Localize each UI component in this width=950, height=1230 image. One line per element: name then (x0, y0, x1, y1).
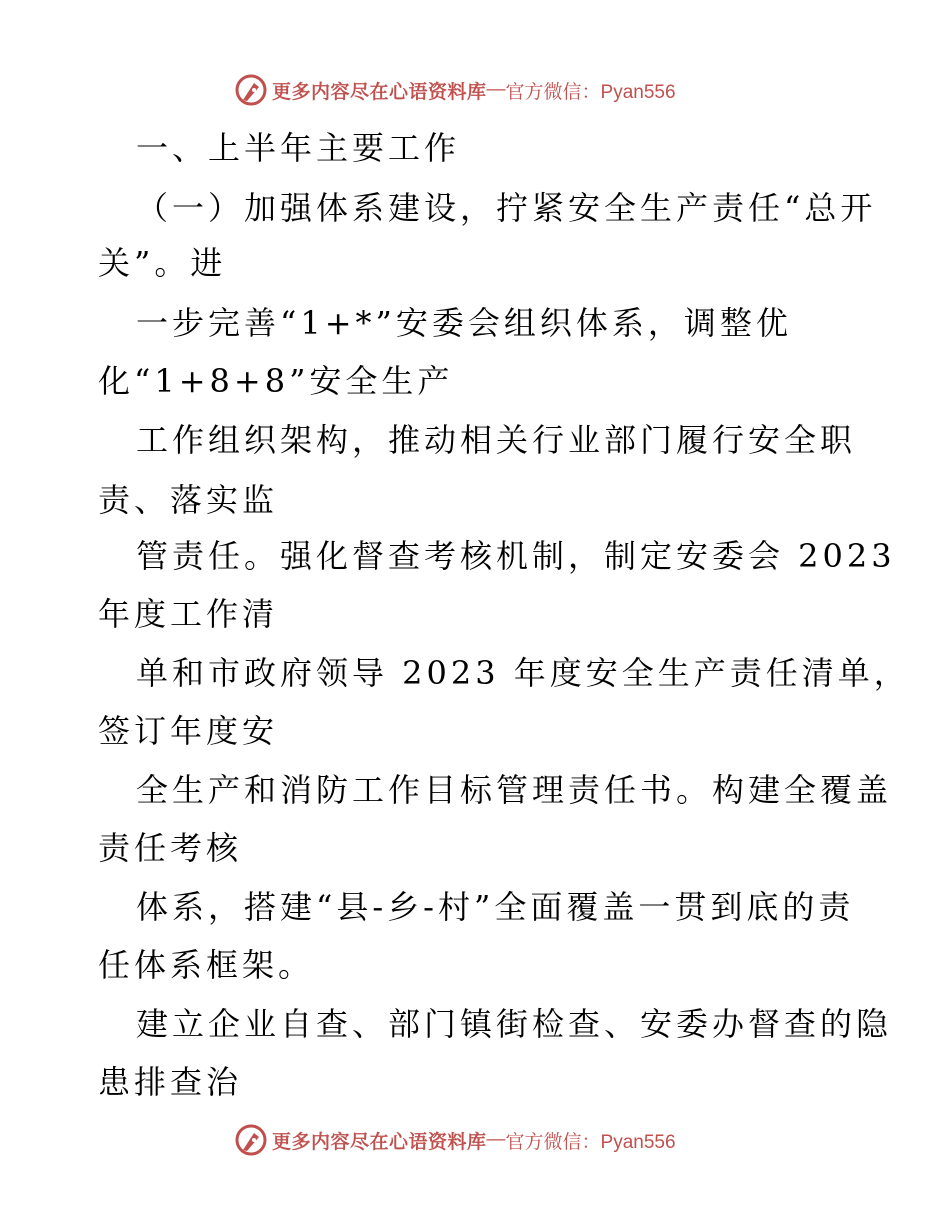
footer-watermark (234, 1122, 676, 1158)
watermark-text: 更多内容尽在心语资料库 (272, 80, 487, 103)
body-line: 责、落实监 (98, 481, 279, 519)
body-line: 责任考核 (98, 829, 243, 867)
body-line: 管责任。强化督查考核机制，制定安委会 2023 (136, 537, 896, 575)
watermark-text: 更多内容尽在心语资料库 (272, 1130, 487, 1153)
body-line: 任体系框架。 (98, 946, 315, 984)
body-line: 建立企业自查、部门镇街检查、安委办督查的隐 (136, 1005, 893, 1043)
pen-nib-logo-icon (234, 73, 268, 107)
header-watermark (234, 72, 676, 108)
body-line: 患排查治 (98, 1063, 243, 1101)
body-line: （一）加强体系建设，拧紧安全生产责任“总开 (136, 189, 877, 227)
watermark-separator: — (486, 1129, 506, 1150)
body-line: 全生产和消防工作目标管理责任书。构建全覆盖 (136, 771, 893, 809)
body-line: 单和市政府领导 2023 年度安全生产责任清单， (136, 654, 910, 692)
watermark-separator: — (486, 79, 506, 100)
body-line: 年度工作清 (98, 595, 279, 633)
pen-nib-logo-icon (234, 1123, 268, 1157)
watermark-wechat: 官方微信：Pyan556 (505, 81, 676, 103)
watermark-wechat: 官方微信：Pyan556 (505, 1131, 676, 1153)
body-line: 体系，搭建“县-乡-村”全面覆盖一贯到底的责 (136, 888, 855, 926)
body-line: 签订年度安 (98, 712, 279, 750)
heading-line: 一、上半年主要工作 (136, 129, 461, 167)
body-line: 一步完善“1+*”安委会组织体系，调整优 (136, 304, 792, 342)
body-line: 关”。进 (98, 244, 227, 282)
body-line: 工作组织架构，推动相关行业部门履行安全职 (136, 421, 857, 459)
body-line: 化“1+8+8”安全生产 (98, 362, 454, 400)
